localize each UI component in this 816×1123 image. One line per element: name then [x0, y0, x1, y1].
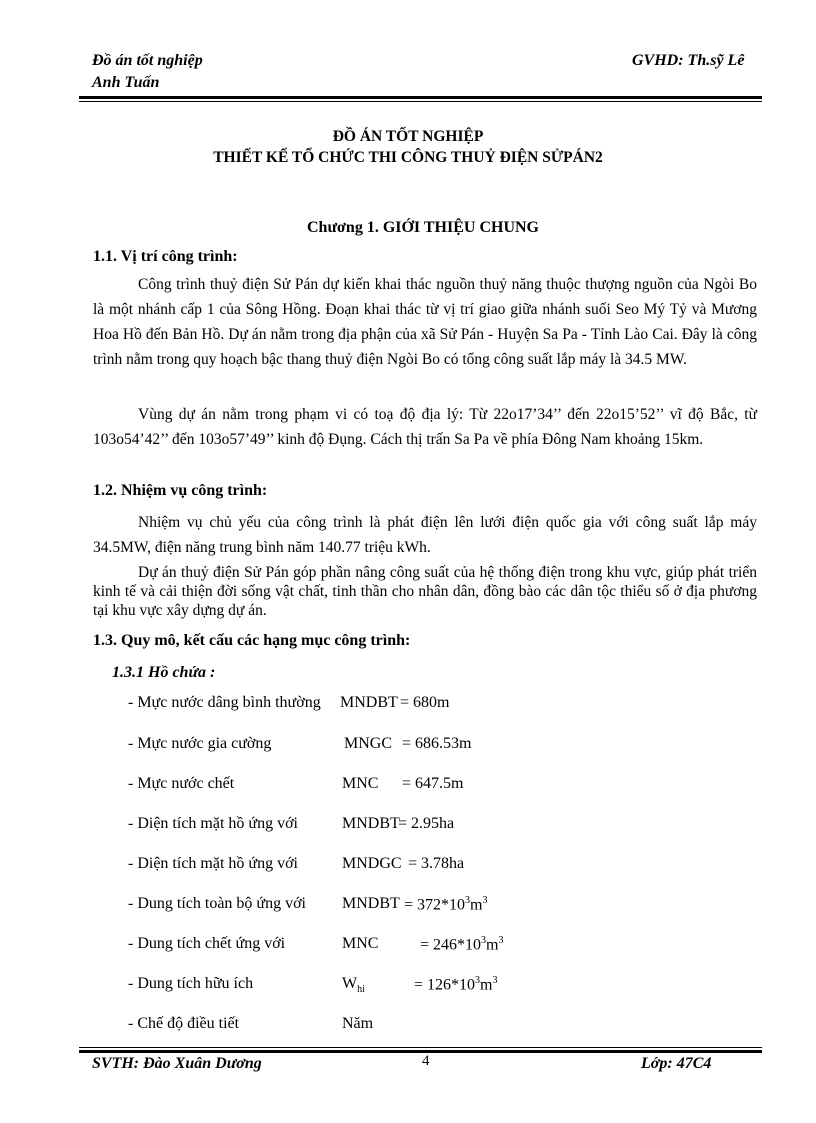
row-value: = 680m — [400, 694, 450, 711]
row-symbol: Năm — [342, 1015, 374, 1032]
row-label: - Diện tích mặt hồ ứng với — [128, 815, 298, 832]
header-doc-title: Đồ án tốt nghiệp — [92, 52, 203, 69]
reservoir-row — [128, 694, 728, 716]
row-value: = 647.5m — [402, 775, 464, 792]
header-rule-thin — [79, 101, 762, 102]
subsection-heading-1-3-1: 1.3.1 Hồ chứa : — [112, 664, 216, 681]
row-label: - Mực nước gia cường — [128, 735, 272, 752]
row-label: - Mực nước chết — [128, 775, 235, 792]
section-heading-1-1: 1.1. Vị trí công trình: — [93, 248, 238, 265]
reservoir-row — [128, 1015, 728, 1037]
reservoir-row — [128, 975, 728, 997]
row-symbol: MNDGC — [342, 855, 402, 872]
reservoir-row — [128, 855, 728, 877]
section-1-2-paragraph-1: Nhiệm vụ chủ yếu của công trình là phát điện lên lưới điện quốc gia với công suất lắp máy 34.5MW, điện năng trung bình năm 140.77 triệu kWh. — [93, 514, 757, 556]
row-symbol: MNDBT — [340, 694, 398, 711]
footer-rule-thin — [79, 1047, 762, 1048]
row-symbol: MNDBT — [342, 815, 400, 832]
row-symbol: MNC — [342, 775, 379, 792]
header-supervisor: GVHD: Th.sỹ Lê — [632, 52, 745, 69]
row-symbol: $W_{hi}$ — [342, 975, 365, 996]
row-label: - Diện tích mặt hồ ứng với — [128, 855, 298, 872]
section-heading-1-2: 1.2. Nhiệm vụ công trình: — [93, 482, 268, 499]
reservoir-row — [128, 775, 728, 797]
page-number: 4 — [422, 1053, 430, 1069]
row-symbol: MNC — [342, 935, 379, 952]
row-label: - Dung tích toàn bộ ứng với — [128, 895, 306, 912]
row-value: = $246*10^3m^3$ — [420, 935, 504, 954]
row-label: - Chế độ điều tiết — [128, 1015, 240, 1032]
chapter-heading: Chương 1. GIỚI THIỆU CHUNG — [307, 219, 539, 236]
section-1-1-paragraph-1: Công trình thuỷ điện Sử Pán dự kiến khai thác nguồn thuỷ năng thuộc thượng nguồn của Ngòi Bo là một nhánh cấp 1 của Sông Hồng. Đoạn khai thác từ vị trí giao giữa nhánh suối Seo Mý Tỷ và Mương Hoa Hồ đến Bản Hồ. Dự án nằm trong địa phận của xã Sử Pán - Huyện Sa Pa - Tỉnh Lào Cai. Đây là công trình nằm trong quy hoạch bậc thang thuỷ điện Ngòi Bo có tổng công suất lắp máy là 34.5 MW. — [93, 276, 757, 368]
section-heading-1-3: 1.3. Quy mô, kết cấu các hạng mục công trình: — [93, 632, 411, 649]
reservoir-row — [128, 935, 728, 957]
row-value: = 3.78ha — [408, 855, 465, 872]
footer-class: Lớp: 47C4 — [641, 1055, 712, 1072]
row-symbol: MNDBT — [342, 895, 400, 912]
reservoir-row — [128, 815, 728, 837]
section-1-2-paragraph-2: Dự án thuỷ điện Sử Pán góp phần nâng công suất của hệ thống điện trong khu vực, giúp phát triển kinh tế và cải thiện đời sống vật chất, tinh thần cho nhân dân, đồng bào các dân tộc thiểu số ở địa phương tại khu vực xây dựng dự án. — [93, 564, 757, 619]
header-rule-thick — [79, 96, 762, 99]
page-title: ĐỒ ÁN TỐT NGHIỆP — [332, 128, 484, 145]
row-value: = 2.95ha — [398, 815, 455, 832]
row-symbol: MNGC — [344, 735, 393, 752]
header-author: Anh Tuấn — [92, 74, 160, 91]
page-subtitle: THIẾT KẾ TỔ CHỨC THI CÔNG THUỶ ĐIỆN SỬPÁN2 — [213, 149, 603, 166]
row-value: = 686.53m — [402, 735, 472, 752]
reservoir-row — [128, 735, 728, 757]
row-label: - Dung tích hữu ích — [128, 975, 254, 992]
footer-rule-thick — [79, 1050, 762, 1053]
row-value: = $372*10^3m^3$ — [404, 895, 488, 914]
footer-student: SVTH: Đào Xuân Dương — [92, 1055, 262, 1072]
row-value: = $126*10^3m^3$ — [414, 975, 498, 994]
row-label: - Dung tích chết ứng với — [128, 935, 286, 952]
section-1-1-paragraph-2: Vùng dự án nằm trong phạm vi có toạ độ địa lý: Từ 22o17’34’’ đến 22o15’52’’ vĩ độ Bắc, từ 103o54’42’’ đến 103o57’49’’ kinh độ Đụng. Cách thị trấn Sa Pa về phía Đông Nam khoảng 15km. — [93, 406, 757, 448]
reservoir-row — [128, 895, 728, 917]
row-label: - Mực nước dâng bình thường — [128, 694, 321, 711]
